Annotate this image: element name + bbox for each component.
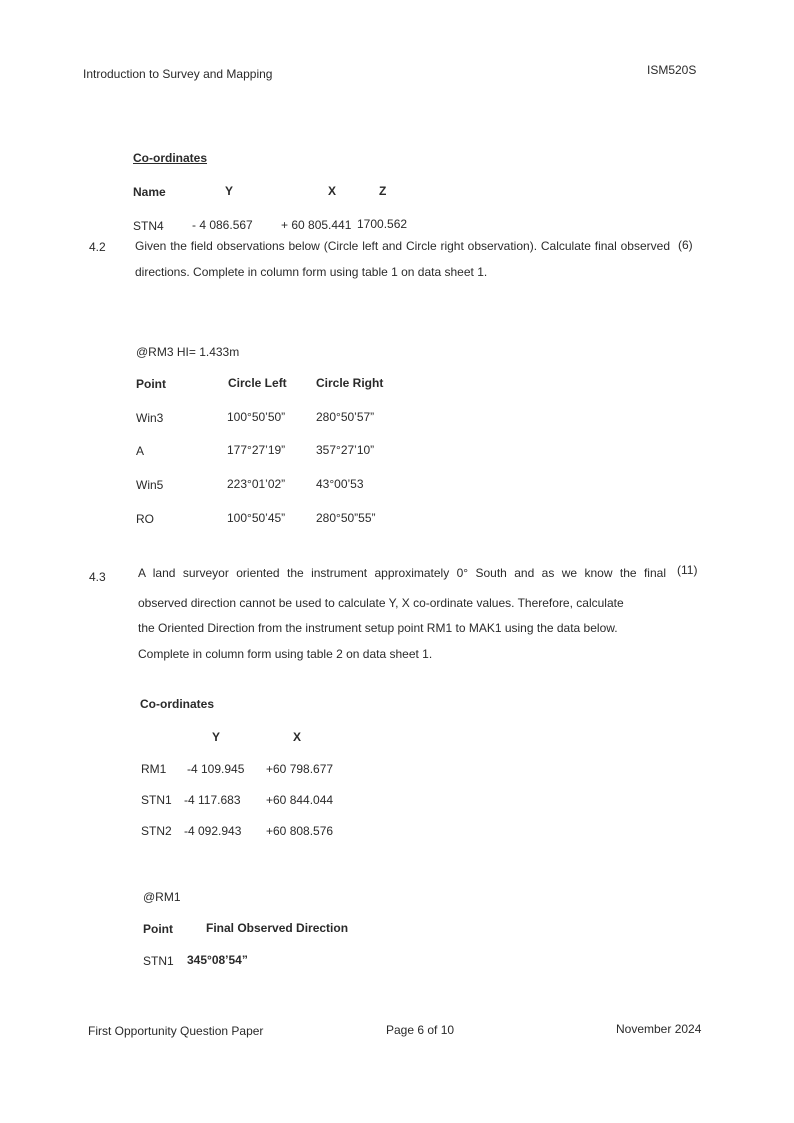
x-value: +60 808.576 bbox=[266, 824, 334, 838]
question-number: 4.2 bbox=[89, 240, 106, 254]
col-header-name: Name bbox=[133, 185, 166, 199]
circle-right: 43°00’53 bbox=[316, 477, 364, 491]
question-number: 4.3 bbox=[89, 570, 106, 584]
question-text: Given the field observations below (Circle left and Circle right observation). Calculate final observed directions. Complete in column form using table 1 on data sheet 1. bbox=[135, 239, 670, 279]
col-header-circle-left: Circle Left bbox=[228, 376, 287, 390]
station-label: @RM3 HI= 1.433m bbox=[136, 345, 240, 359]
y-value: -4 109.945 bbox=[187, 762, 245, 776]
circle-left: 100°50’45” bbox=[227, 511, 286, 525]
col-header-y: Y bbox=[225, 184, 234, 198]
page-number: Page 6 of 10 bbox=[386, 1023, 455, 1037]
col-header-z: Z bbox=[379, 184, 387, 198]
question-text-line: observed direction cannot be used to calculate Y, X co-ordinate values. Therefore, calculate bbox=[138, 596, 624, 610]
header-course-code: ISM520S bbox=[647, 63, 697, 77]
question-marks: (11) bbox=[677, 563, 698, 577]
station-label: @RM1 bbox=[143, 890, 181, 904]
y-value: -4 117.683 bbox=[184, 793, 241, 807]
obs-direction: 345°08’54” bbox=[187, 953, 248, 967]
obs-point: STN1 bbox=[143, 954, 174, 968]
x-value: +60 798.677 bbox=[266, 762, 334, 776]
question-text-line: the Oriented Direction from the instrument setup point RM1 to MAK1 using the data below. bbox=[138, 621, 618, 635]
circle-right: 357°27’10” bbox=[316, 443, 375, 457]
circle-left: 100°50’50” bbox=[227, 410, 286, 424]
station-name: STN2 bbox=[141, 824, 172, 838]
coordinates-heading: Co-ordinates bbox=[140, 697, 215, 711]
col-header-x: X bbox=[293, 730, 302, 744]
question-text-line: Complete in column form using table 2 on data sheet 1. bbox=[138, 647, 433, 661]
station-name: RM1 bbox=[141, 762, 167, 776]
circle-right: 280°50’57” bbox=[316, 410, 375, 424]
y-value: -4 092.943 bbox=[184, 824, 242, 838]
question-text-line: A land surveyor oriented the instrument approximately 0° South and as we know the final bbox=[138, 566, 666, 580]
question-marks: (6) bbox=[678, 238, 693, 252]
point: Win3 bbox=[136, 411, 164, 425]
col-header-point: Point bbox=[136, 377, 166, 391]
stn4-name: STN4 bbox=[133, 219, 164, 233]
col-header-y: Y bbox=[212, 730, 221, 744]
col-header-circle-right: Circle Right bbox=[316, 376, 384, 390]
col-header-x: X bbox=[328, 184, 337, 198]
circle-left: 177°27’19” bbox=[227, 443, 286, 457]
col-header-point: Point bbox=[143, 922, 173, 936]
point: RO bbox=[136, 512, 154, 526]
coordinates-heading: Co-ordinates bbox=[133, 151, 208, 165]
footer-date: November 2024 bbox=[616, 1022, 702, 1036]
point: Win5 bbox=[136, 478, 164, 492]
circle-left: 223°01’02” bbox=[227, 477, 286, 491]
footer-left: First Opportunity Question Paper bbox=[88, 1024, 264, 1038]
stn4-x: + 60 805.441 bbox=[281, 218, 352, 232]
stn4-y: - 4 086.567 bbox=[192, 218, 253, 232]
stn4-z: 1700.562 bbox=[357, 217, 408, 231]
header-title: Introduction to Survey and Mapping bbox=[83, 67, 273, 81]
x-value: +60 844.044 bbox=[266, 793, 334, 807]
col-header-final-observed-direction: Final Observed Direction bbox=[206, 921, 349, 935]
circle-right: 280°50”55” bbox=[316, 511, 376, 525]
point: A bbox=[136, 444, 145, 458]
station-name: STN1 bbox=[141, 793, 172, 807]
